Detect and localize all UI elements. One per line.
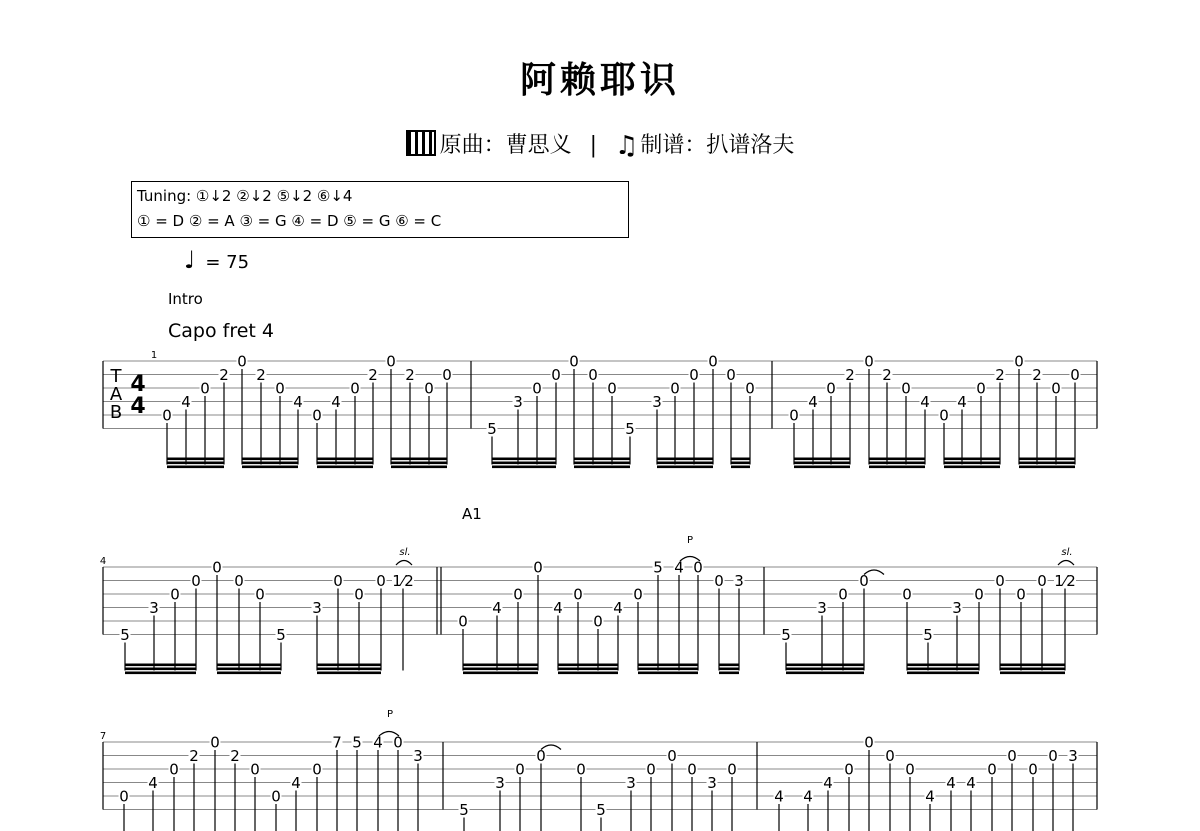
beam <box>638 668 698 671</box>
fret-number: 0 <box>191 572 201 590</box>
beam <box>574 462 630 465</box>
beam <box>317 466 373 469</box>
fret-number: 0 <box>237 352 247 371</box>
beam <box>125 664 196 667</box>
beam <box>1019 466 1075 469</box>
fret-number: 1⁄2 <box>392 572 414 590</box>
beam <box>1000 672 1065 675</box>
fret-number: 4 <box>181 393 191 411</box>
beam <box>944 462 1000 465</box>
fret-number: 0 <box>1007 747 1017 765</box>
fret-number: 0 <box>393 733 403 752</box>
fret-number: 0 <box>1051 379 1061 398</box>
fret-number: 4 <box>291 774 301 792</box>
fret-number: 0 <box>169 760 179 779</box>
fret-number: 5 <box>352 733 362 752</box>
fret-number: 0 <box>726 366 736 384</box>
fret-number: 0 <box>1014 352 1024 371</box>
beam <box>317 664 381 667</box>
fret-number: 2 <box>256 366 266 384</box>
beam <box>1000 668 1065 671</box>
fret-number: 0 <box>593 612 603 631</box>
fret-number: 2 <box>219 366 229 384</box>
fret-number: 0 <box>210 733 220 752</box>
fret-number: 3 <box>734 572 744 590</box>
fret-number: 0 <box>864 352 874 371</box>
fret-number: 4 <box>553 599 563 617</box>
fret-number: 0 <box>569 352 579 371</box>
beam <box>391 466 447 469</box>
fret-number: 4 <box>293 393 303 411</box>
beam <box>638 664 698 667</box>
fret-number: 2 <box>995 366 1005 384</box>
fret-number: 0 <box>714 572 724 590</box>
fret-number: 1⁄2 <box>1054 572 1076 590</box>
beam <box>869 466 925 469</box>
quarter-note-icon: ♩ <box>184 246 196 274</box>
fret-number: 4 <box>492 599 502 617</box>
beam <box>794 458 850 461</box>
fret-number: 0 <box>745 379 755 398</box>
beam <box>944 458 1000 461</box>
slide-mark: sl. <box>1061 547 1073 558</box>
beam <box>125 668 196 671</box>
pull-off-mark: P <box>686 535 694 546</box>
fret-number: 5 <box>625 420 635 438</box>
fret-number: 2 <box>845 366 855 384</box>
fret-number: 4 <box>823 774 833 792</box>
fret-number: 4 <box>920 393 930 411</box>
fret-number: 0 <box>844 760 854 779</box>
fret-number: 0 <box>905 760 915 779</box>
fret-number: 0 <box>633 585 643 604</box>
fret-number: 0 <box>859 572 869 590</box>
fret-number: 0 <box>838 585 848 604</box>
beam <box>1019 462 1075 465</box>
fret-number: 0 <box>901 379 911 398</box>
fret-number: 0 <box>576 760 586 779</box>
transcriber-credit: 制谱：扒谱洛夫 <box>640 133 795 158</box>
slide-mark: sl. <box>399 547 411 558</box>
beam <box>786 672 864 675</box>
tuning-line-1: Tuning: ①↓2 ②↓2 ⑤↓2 ⑥↓4 <box>137 187 353 205</box>
beam <box>786 664 864 667</box>
fret-number: 0 <box>350 379 360 398</box>
beam <box>719 668 739 671</box>
fret-number: 0 <box>885 747 895 765</box>
beam <box>907 672 979 675</box>
fret-number: 3 <box>413 747 423 765</box>
fret-number: 0 <box>1016 585 1026 604</box>
credits-divider: | <box>589 133 598 158</box>
capo-marking: Capo fret 4 <box>168 320 274 342</box>
fret-number: 2 <box>230 747 240 765</box>
beam <box>657 462 713 465</box>
fret-number: 0 <box>689 366 699 384</box>
fret-number: 0 <box>551 366 561 384</box>
fret-number: 4 <box>613 599 623 617</box>
fret-number: 0 <box>536 747 546 765</box>
fret-number: 0 <box>1070 366 1080 384</box>
fret-number: 4 <box>331 393 341 411</box>
beam <box>492 466 556 469</box>
beam <box>242 458 298 461</box>
fret-number: 3 <box>312 599 322 617</box>
beam <box>794 466 850 469</box>
fret-number: 4 <box>803 787 813 806</box>
beam <box>463 664 538 667</box>
fret-number: 0 <box>271 787 281 806</box>
tempo-value: = 75 <box>205 252 250 273</box>
beam <box>317 462 373 465</box>
fret-number: 5 <box>923 626 933 644</box>
fret-number: 0 <box>693 558 703 577</box>
score-title: 阿赖耶识 <box>519 59 680 101</box>
beam <box>492 458 556 461</box>
fret-number: 3 <box>952 599 962 617</box>
fret-number: 0 <box>386 352 396 371</box>
fret-number: 2 <box>882 366 892 384</box>
fret-number: 0 <box>573 585 583 604</box>
beam <box>638 672 698 675</box>
fret-number: 5 <box>596 801 606 819</box>
beam <box>242 466 298 469</box>
fret-number: 0 <box>170 585 180 604</box>
fret-number: 0 <box>212 558 222 577</box>
fret-number: 0 <box>995 572 1005 590</box>
measure-number: 1 <box>150 350 158 361</box>
beam <box>167 458 224 461</box>
fret-number: 0 <box>234 572 244 590</box>
tab-clef-a: A <box>109 384 123 405</box>
fret-number: 0 <box>424 379 434 398</box>
beam <box>731 462 750 465</box>
fret-number: 3 <box>513 393 523 411</box>
beam <box>242 462 298 465</box>
fret-number: 5 <box>276 626 286 644</box>
fret-number: 0 <box>670 379 680 398</box>
beam <box>944 466 1000 469</box>
beam <box>907 664 979 667</box>
fret-number: 0 <box>250 760 260 779</box>
beam <box>558 664 618 667</box>
beam <box>869 458 925 461</box>
beam <box>463 668 538 671</box>
measure-number: 7 <box>99 731 107 742</box>
fret-number: 7 <box>332 733 342 752</box>
beam <box>794 462 850 465</box>
time-signature-top: 4 <box>130 372 146 397</box>
pull-off-mark: P <box>386 709 394 720</box>
beam <box>217 664 281 667</box>
fret-number: 3 <box>1068 747 1078 765</box>
fret-number: 3 <box>817 599 827 617</box>
beam <box>317 458 373 461</box>
fret-number: 0 <box>864 733 874 752</box>
fret-number: 3 <box>149 599 159 617</box>
slide-arc <box>396 561 412 566</box>
fret-number: 0 <box>533 558 543 577</box>
beam <box>869 462 925 465</box>
fret-number: 0 <box>1028 760 1038 779</box>
beam <box>492 462 556 465</box>
fret-number: 0 <box>442 366 452 384</box>
fret-number: 3 <box>495 774 505 792</box>
fret-number: 0 <box>312 406 322 425</box>
beam <box>907 668 979 671</box>
fret-number: 4 <box>373 733 383 752</box>
fret-number: 0 <box>1037 572 1047 590</box>
fret-number: 5 <box>653 558 663 577</box>
fret-number: 4 <box>946 774 956 792</box>
fret-number: 0 <box>275 379 285 398</box>
beam <box>317 668 381 671</box>
fret-number: 0 <box>312 760 322 779</box>
fret-number: 0 <box>458 612 468 631</box>
beam <box>167 466 224 469</box>
fret-number: 0 <box>333 572 343 590</box>
fret-number: 4 <box>957 393 967 411</box>
fret-number: 4 <box>966 774 976 792</box>
fret-number: 4 <box>925 787 935 806</box>
fret-number: 0 <box>607 379 617 398</box>
beam <box>719 672 739 675</box>
fret-number: 0 <box>1048 747 1058 765</box>
fret-number: 0 <box>515 760 525 779</box>
beam <box>786 668 864 671</box>
fret-number: 4 <box>148 774 158 792</box>
fret-number: 0 <box>646 760 656 779</box>
beam <box>657 466 713 469</box>
fret-number: 0 <box>200 379 210 398</box>
fret-number: 4 <box>674 558 684 577</box>
beam <box>167 462 224 465</box>
beam <box>558 668 618 671</box>
fret-number: 0 <box>513 585 523 604</box>
fret-number: 2 <box>189 747 199 765</box>
beam <box>391 458 447 461</box>
fret-number: 2 <box>368 366 378 384</box>
beam <box>558 672 618 675</box>
tuning-line-2: ① = D ② = A ③ = G ④ = D ⑤ = G ⑥ = C <box>137 212 442 230</box>
fret-number: 5 <box>487 420 497 438</box>
fret-number: 0 <box>987 760 997 779</box>
beam <box>719 664 739 667</box>
music-note-icon: ♫ <box>615 131 639 161</box>
fret-number: 5 <box>120 626 130 644</box>
beam <box>391 462 447 465</box>
tab-clef-b: B <box>109 402 123 423</box>
fret-number: 0 <box>902 585 912 604</box>
fret-number: 4 <box>774 787 784 806</box>
fret-number: 3 <box>707 774 717 792</box>
beam <box>1019 458 1075 461</box>
fret-number: 0 <box>532 379 542 398</box>
beam <box>217 672 281 675</box>
time-signature-bottom: 4 <box>130 394 146 419</box>
fret-number: 2 <box>405 366 415 384</box>
beam <box>1000 664 1065 667</box>
beam <box>657 458 713 461</box>
beam <box>217 668 281 671</box>
fret-number: 5 <box>781 626 791 644</box>
beam <box>731 466 750 469</box>
fret-number: 2 <box>1032 366 1042 384</box>
fret-number: 0 <box>974 585 984 604</box>
fret-number: 5 <box>459 801 469 819</box>
measure-number: 4 <box>99 556 107 567</box>
fret-number: 0 <box>727 760 737 779</box>
section-label-a1: A1 <box>462 505 482 523</box>
fret-number: 0 <box>162 406 172 425</box>
fret-number: 3 <box>626 774 636 792</box>
section-label-intro: Intro <box>168 290 203 308</box>
beam <box>463 672 538 675</box>
fret-number: 0 <box>588 366 598 384</box>
slide-arc <box>1058 561 1074 566</box>
beam <box>125 672 196 675</box>
composer-credit: 原曲：曹思义 <box>439 133 572 158</box>
fret-number: 0 <box>708 352 718 371</box>
fret-number: 0 <box>939 406 949 425</box>
fret-number: 0 <box>119 787 129 806</box>
beam <box>574 458 630 461</box>
fret-number: 0 <box>255 585 265 604</box>
beam <box>317 672 381 675</box>
beam <box>574 466 630 469</box>
fret-number: 0 <box>826 379 836 398</box>
fret-number: 0 <box>687 760 697 779</box>
beam <box>731 458 750 461</box>
fret-number: 3 <box>652 393 662 411</box>
fret-number: 0 <box>789 406 799 425</box>
fret-number: 0 <box>376 572 386 590</box>
tab-clef-t: T <box>110 366 122 387</box>
fret-number: 0 <box>976 379 986 398</box>
fret-number: 0 <box>354 585 364 604</box>
fret-number: 0 <box>667 747 677 765</box>
fret-number: 4 <box>808 393 818 411</box>
